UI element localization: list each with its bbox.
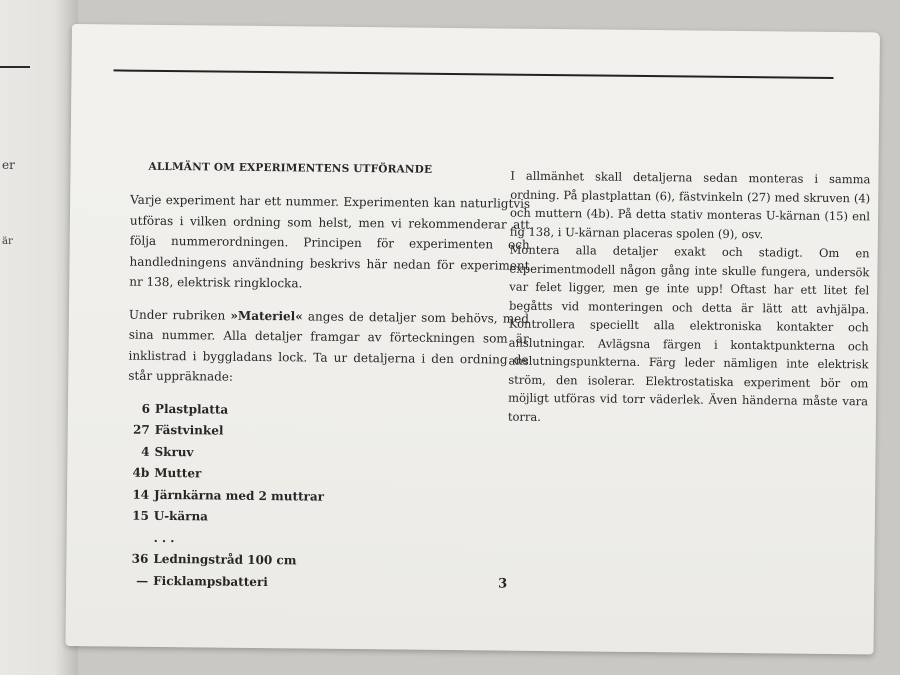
- part-number: 14: [132, 487, 150, 502]
- part-number: 36: [131, 551, 149, 566]
- part-name: Ledningstråd 100 cm: [153, 551, 297, 568]
- section-heading: ALLMÄNT OM EXPERIMENTENS UTFÖRANDE: [148, 160, 433, 176]
- part-number: 27: [132, 422, 150, 437]
- page-number: 3: [498, 576, 508, 592]
- materiel-paragraph: [128, 304, 529, 390]
- facing-page-rule: [0, 66, 30, 68]
- part-name: . . .: [153, 530, 175, 545]
- part-name: Plastplatta: [154, 401, 229, 417]
- part-number: 6: [141, 401, 151, 416]
- part-name: U-kärna: [153, 508, 209, 524]
- part-number: —: [136, 573, 149, 588]
- part-number: 4: [141, 444, 150, 459]
- header-rule: [114, 69, 834, 79]
- list-item: [127, 506, 527, 532]
- right-column: [508, 167, 871, 430]
- part-name: Ficklampsbatteri: [153, 573, 268, 589]
- troubleshooting-paragraph: Montera alla detaljer exakt och stadigt. Om en experimentmodell någon gång inte skulle fungera, undersök var felet ligger, men ge inte upp! Oftast har ett litet fel begåtts vid monteringen och detta är lätt att avhjälpa. Kontrollera speciellt alla elektroniska kontakter och anslutningar. Avlägsna färgen i kontaktpunkterna och anslutningspunkterna. Färg leder nämligen inte elektrisk ström, den isolerar. Elektrostatiska experiment bör om möjligt utföras vid torr väderlek. Även händerna måste vara torra.: [507, 242, 870, 424]
- materiel-prefix: Under rubriken: [128, 307, 231, 323]
- booklet-page: [65, 24, 879, 654]
- facing-page-fragment: är: [2, 236, 13, 247]
- list-item: [126, 570, 526, 596]
- materiel-text: anges de detaljer som behövs, med sina nummer. Alla detaljer framgar av förteckningen som är inklistrad i byggladans lock. Ta ur detaljerna i den ordning de står uppräknade:: [128, 308, 530, 384]
- facing-page-fragment: er: [2, 158, 15, 172]
- part-name: Fästvinkel: [154, 422, 224, 438]
- part-number: 15: [132, 508, 149, 523]
- part-name: Mutter: [154, 465, 202, 481]
- left-column: [126, 190, 530, 596]
- intro-paragraph: Varje experiment har ett nummer. Experimenten kan naturligtvis utföras i vilken ordning som helst, men vi rekommenderar att följa nummerordningen. Principen för experimenten och handledningens användning beskrivs här nedan för experiment nr 138, elektrisk ringklocka.: [129, 192, 531, 291]
- part-number: 4b: [132, 465, 150, 480]
- assembly-paragraph: I allmänhet skall detaljerna sedan monteras i samma ordning. På plastplattan (6), fästvinkeln (27) med skruven (4) och muttern (4b). På detta stativ monteras U-kärnan (15) enl fig 138, i U-kärnan placeras spolen (9), osv.: [509, 168, 871, 241]
- materiel-label: »Materiel«: [230, 308, 303, 323]
- part-name: Järnkärna med 2 muttrar: [154, 487, 325, 504]
- part-name: Skruv: [154, 444, 194, 459]
- parts-list: [126, 398, 528, 596]
